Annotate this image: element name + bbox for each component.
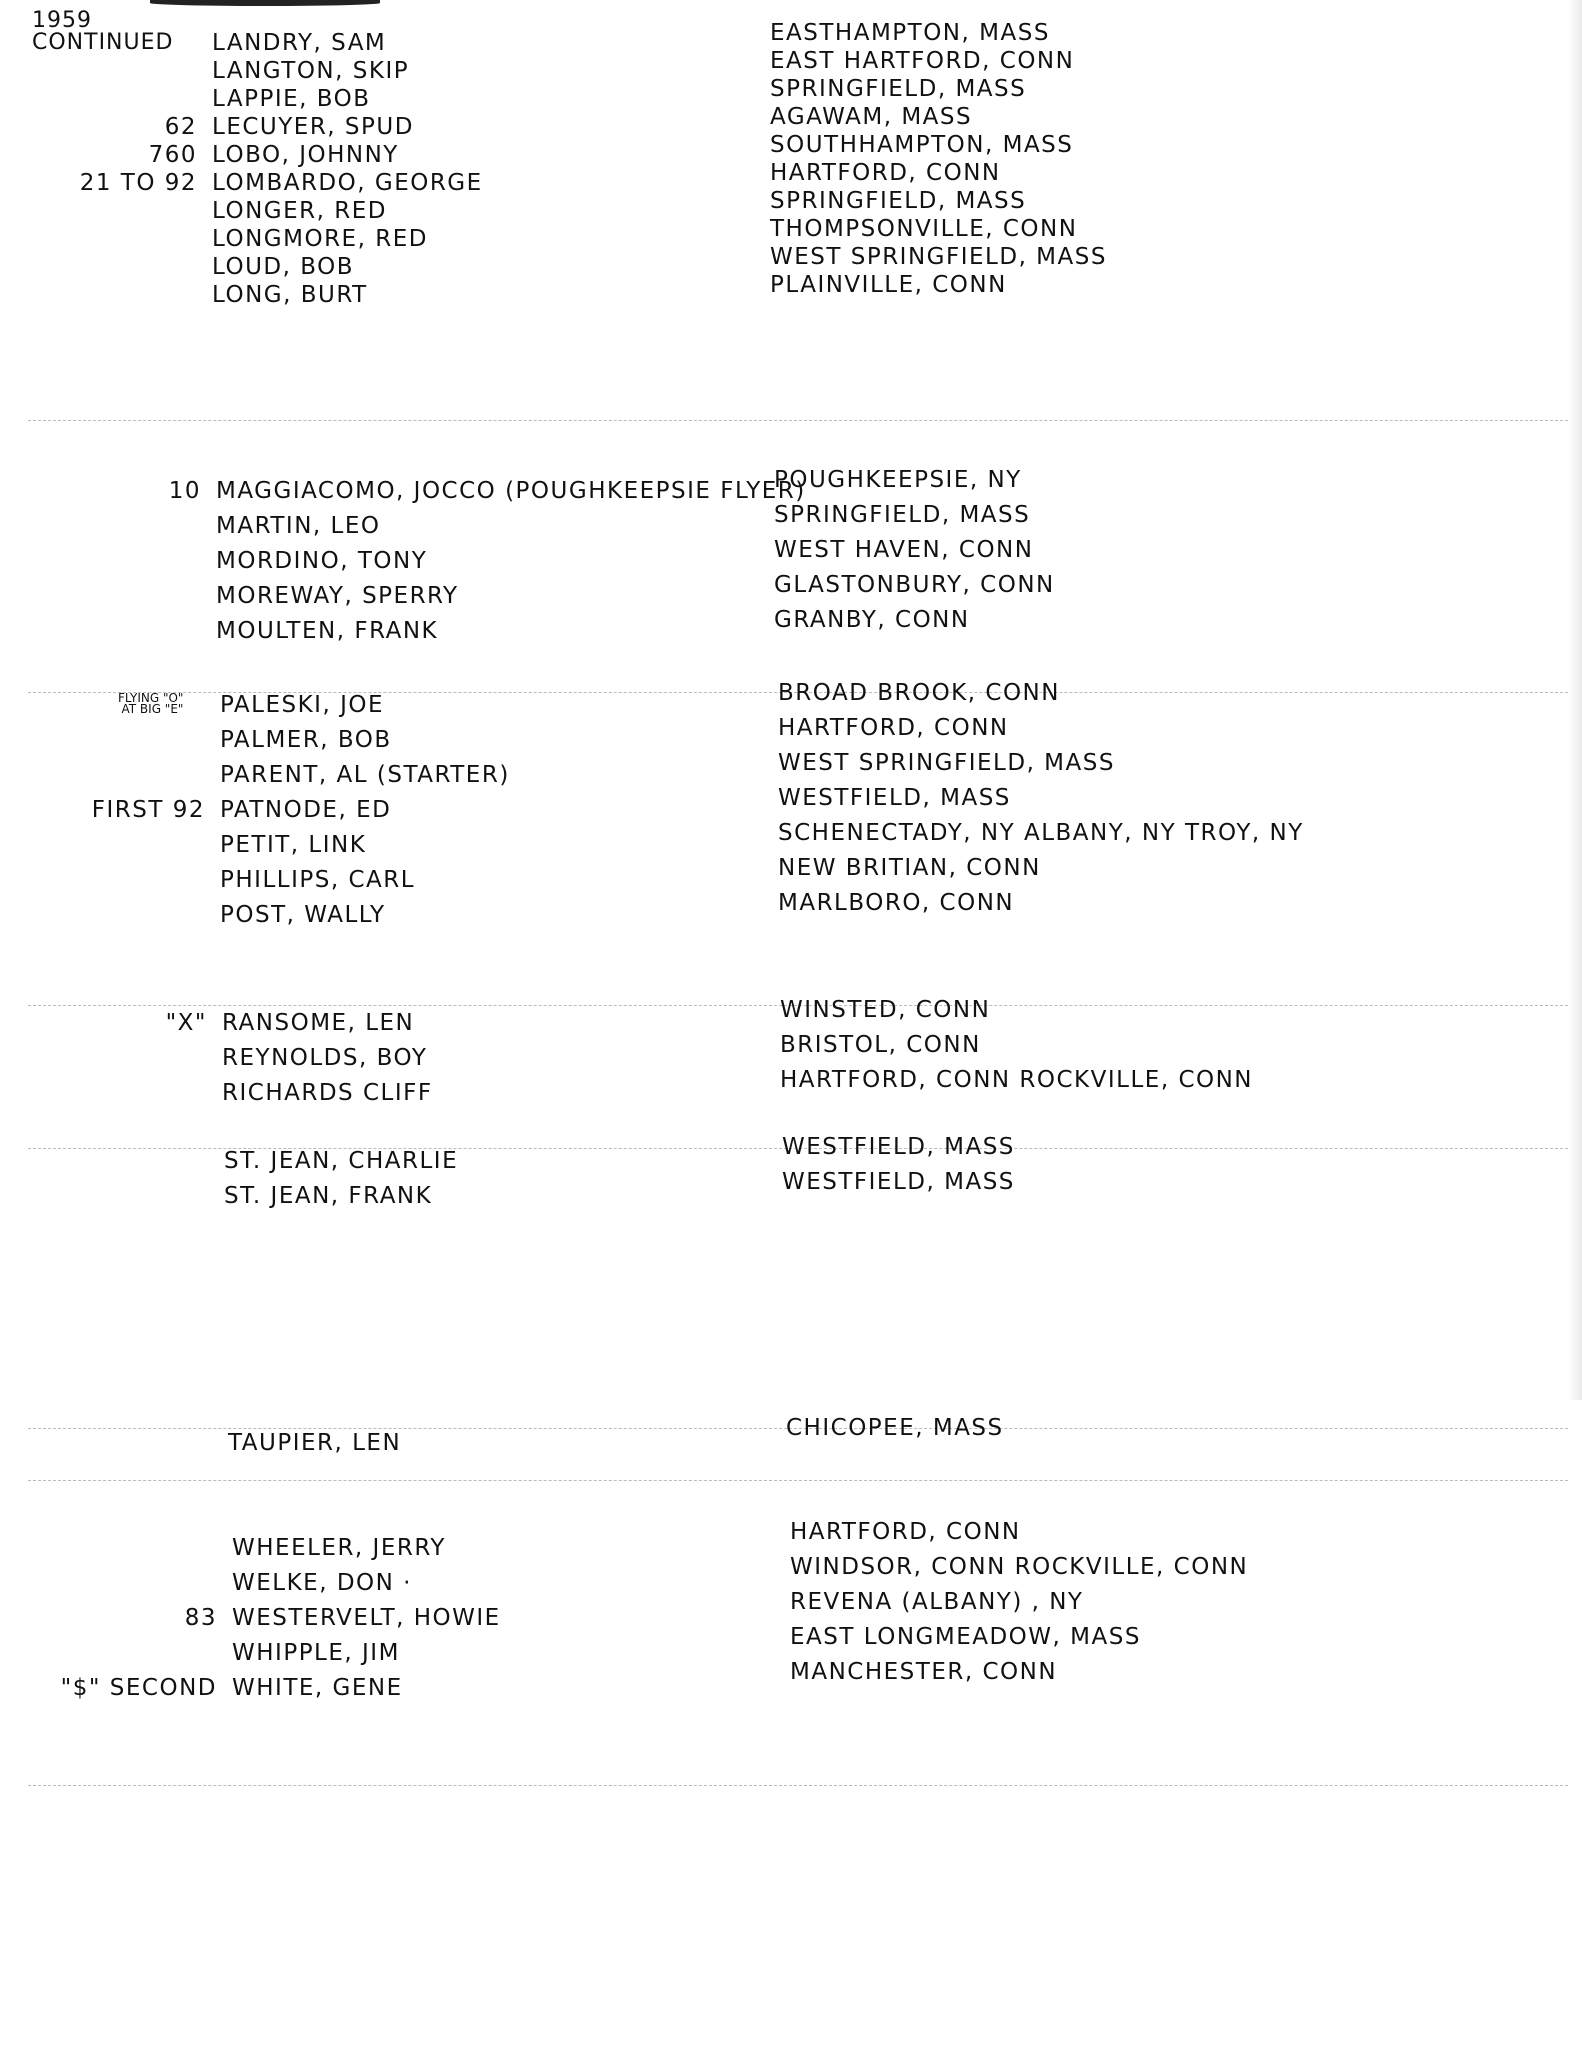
driver-name: LAPPIE, BOB [212, 86, 371, 112]
driver-location: WEST HAVEN, CONN [774, 537, 1034, 563]
roster-entry [0, 1640, 760, 1672]
section-divider [28, 420, 1568, 421]
driver-location: SPRINGFIELD, MASS [774, 502, 1031, 528]
roster-entry [0, 1183, 760, 1215]
driver-location: HARTFORD, CONN [790, 1519, 1021, 1545]
driver-name: WESTERVELT, HOWIE [232, 1605, 501, 1631]
driver-name: MAGGIACOMO, JOCCO (POUGHKEEPSIE FLYER) [216, 478, 806, 504]
roster-entry [0, 797, 760, 829]
driver-name: LOBO, JOHNNY [212, 142, 399, 168]
car-number: 21 TO 92 [79, 170, 197, 196]
driver-location: THOMPSONVILLE, CONN [770, 216, 1078, 242]
driver-location: MANCHESTER, CONN [790, 1659, 1058, 1685]
driver-location: WESTFIELD, MASS [782, 1169, 1015, 1195]
roster-entry [0, 478, 806, 510]
driver-name: LONGER, RED [212, 198, 387, 224]
roster-entry [0, 1045, 760, 1077]
driver-name: ST. JEAN, FRANK [224, 1183, 433, 1209]
year-label: 1959 [32, 8, 92, 33]
driver-location: WINDSOR, CONN ROCKVILLE, CONN [790, 1554, 1249, 1580]
driver-name: TAUPIER, LEN [228, 1430, 402, 1456]
driver-location: REVENA (ALBANY) , NY [790, 1589, 1084, 1615]
driver-name: MOREWAY, SPERRY [216, 583, 459, 609]
driver-location: POUGHKEEPSIE, NY [774, 467, 1022, 493]
driver-location: EAST LONGMEADOW, MASS [790, 1624, 1141, 1650]
driver-name: PETIT, LINK [220, 832, 367, 858]
roster-entry [0, 282, 760, 314]
driver-name: WHEELER, JERRY [232, 1535, 446, 1561]
driver-location: HARTFORD, CONN [770, 160, 1001, 186]
driver-name: LOUD, BOB [212, 254, 355, 280]
driver-name: LONGMORE, RED [212, 226, 428, 252]
driver-location: SPRINGFIELD, MASS [770, 76, 1027, 102]
driver-name: WHITE, GENE [232, 1675, 403, 1701]
roster-entry [0, 618, 760, 650]
roster-entry [0, 1148, 760, 1180]
driver-name: ST. JEAN, CHARLIE [224, 1148, 459, 1174]
car-number: 760 [148, 142, 197, 168]
driver-name: PALMER, BOB [220, 727, 392, 753]
driver-location: MARLBORO, CONN [778, 890, 1015, 916]
driver-location: WEST SPRINGFIELD, MASS [778, 750, 1115, 776]
driver-location: EASTHAMPTON, MASS [770, 20, 1050, 46]
driver-name: WHIPPLE, JIM [232, 1640, 400, 1666]
roster-entry [0, 1430, 760, 1462]
roster-entry [0, 762, 760, 794]
car-number: "X" [165, 1010, 207, 1036]
driver-location: BROAD BROOK, CONN [778, 680, 1060, 706]
roster-entry [0, 832, 760, 864]
driver-name: LECUYER, SPUD [212, 114, 414, 140]
roster-entry [0, 1080, 760, 1112]
section-divider [28, 1480, 1568, 1481]
driver-location: AGAWAM, MASS [770, 104, 973, 130]
driver-location: SPRINGFIELD, MASS [770, 188, 1027, 214]
roster-entry [0, 1570, 760, 1602]
driver-name: LOMBARDO, GEORGE [212, 170, 483, 196]
roster-entry [0, 513, 760, 545]
driver-name: MOULTEN, FRANK [216, 618, 439, 644]
roster-entry [0, 867, 760, 899]
driver-location: HARTFORD, CONN ROCKVILLE, CONN [780, 1067, 1254, 1093]
driver-name: LANDRY, SAM [212, 30, 387, 56]
driver-name: PHILLIPS, CARL [220, 867, 416, 893]
driver-location: WINSTED, CONN [780, 997, 991, 1023]
roster-entry [0, 1535, 760, 1567]
driver-name: WELKE, DON · [232, 1570, 412, 1596]
driver-name: MARTIN, LEO [216, 513, 381, 539]
roster-entry [0, 1605, 760, 1637]
roster-entry [0, 692, 760, 724]
top-edge-mark [150, 0, 380, 6]
driver-location: EAST HARTFORD, CONN [770, 48, 1075, 74]
driver-location: BRISTOL, CONN [780, 1032, 981, 1058]
driver-location: PLAINVILLE, CONN [770, 272, 1007, 298]
driver-location: GLASTONBURY, CONN [774, 572, 1055, 598]
roster-entry [0, 1010, 760, 1042]
page-edge-shadow [1568, 0, 1582, 1400]
section-divider [28, 1785, 1568, 1786]
driver-name: LANGTON, SKIP [212, 58, 410, 84]
roster-entry [0, 902, 760, 934]
car-number: FIRST 92 [91, 797, 205, 823]
driver-name: PATNODE, ED [220, 797, 392, 823]
driver-name: PALESKI, JOE [220, 692, 384, 718]
flying-note: FLYING "O" AT BIG "E" [118, 691, 184, 716]
driver-location: GRANBY, CONN [774, 607, 970, 633]
continued-label: CONTINUED [32, 30, 174, 55]
driver-location: NEW BRITIAN, CONN [778, 855, 1041, 881]
car-number: 62 [164, 114, 197, 140]
driver-location: HARTFORD, CONN [778, 715, 1009, 741]
car-number: 10 [168, 478, 201, 504]
driver-location: WESTFIELD, MASS [782, 1134, 1015, 1160]
driver-name: LONG, BURT [212, 282, 368, 308]
driver-name: POST, WALLY [220, 902, 386, 928]
roster-entry [0, 583, 760, 615]
driver-name: PARENT, AL (STARTER) [220, 762, 510, 788]
driver-name: RICHARDS CLIFF [222, 1080, 433, 1106]
driver-name: MORDINO, TONY [216, 548, 428, 574]
car-number: "$" SECOND [60, 1675, 217, 1701]
roster-entry [0, 548, 760, 580]
driver-location: CHICOPEE, MASS [786, 1415, 1004, 1441]
roster-entry [0, 1675, 760, 1707]
driver-location: SCHENECTADY, NY ALBANY, NY TROY, NY [778, 820, 1304, 846]
driver-name: RANSOME, LEN [222, 1010, 415, 1036]
driver-location: WESTFIELD, MASS [778, 785, 1011, 811]
driver-name: REYNOLDS, BOY [222, 1045, 428, 1071]
roster-entry [0, 727, 760, 759]
driver-location: WEST SPRINGFIELD, MASS [770, 244, 1107, 270]
driver-location: SOUTHHAMPTON, MASS [770, 132, 1074, 158]
car-number: 83 [184, 1605, 217, 1631]
